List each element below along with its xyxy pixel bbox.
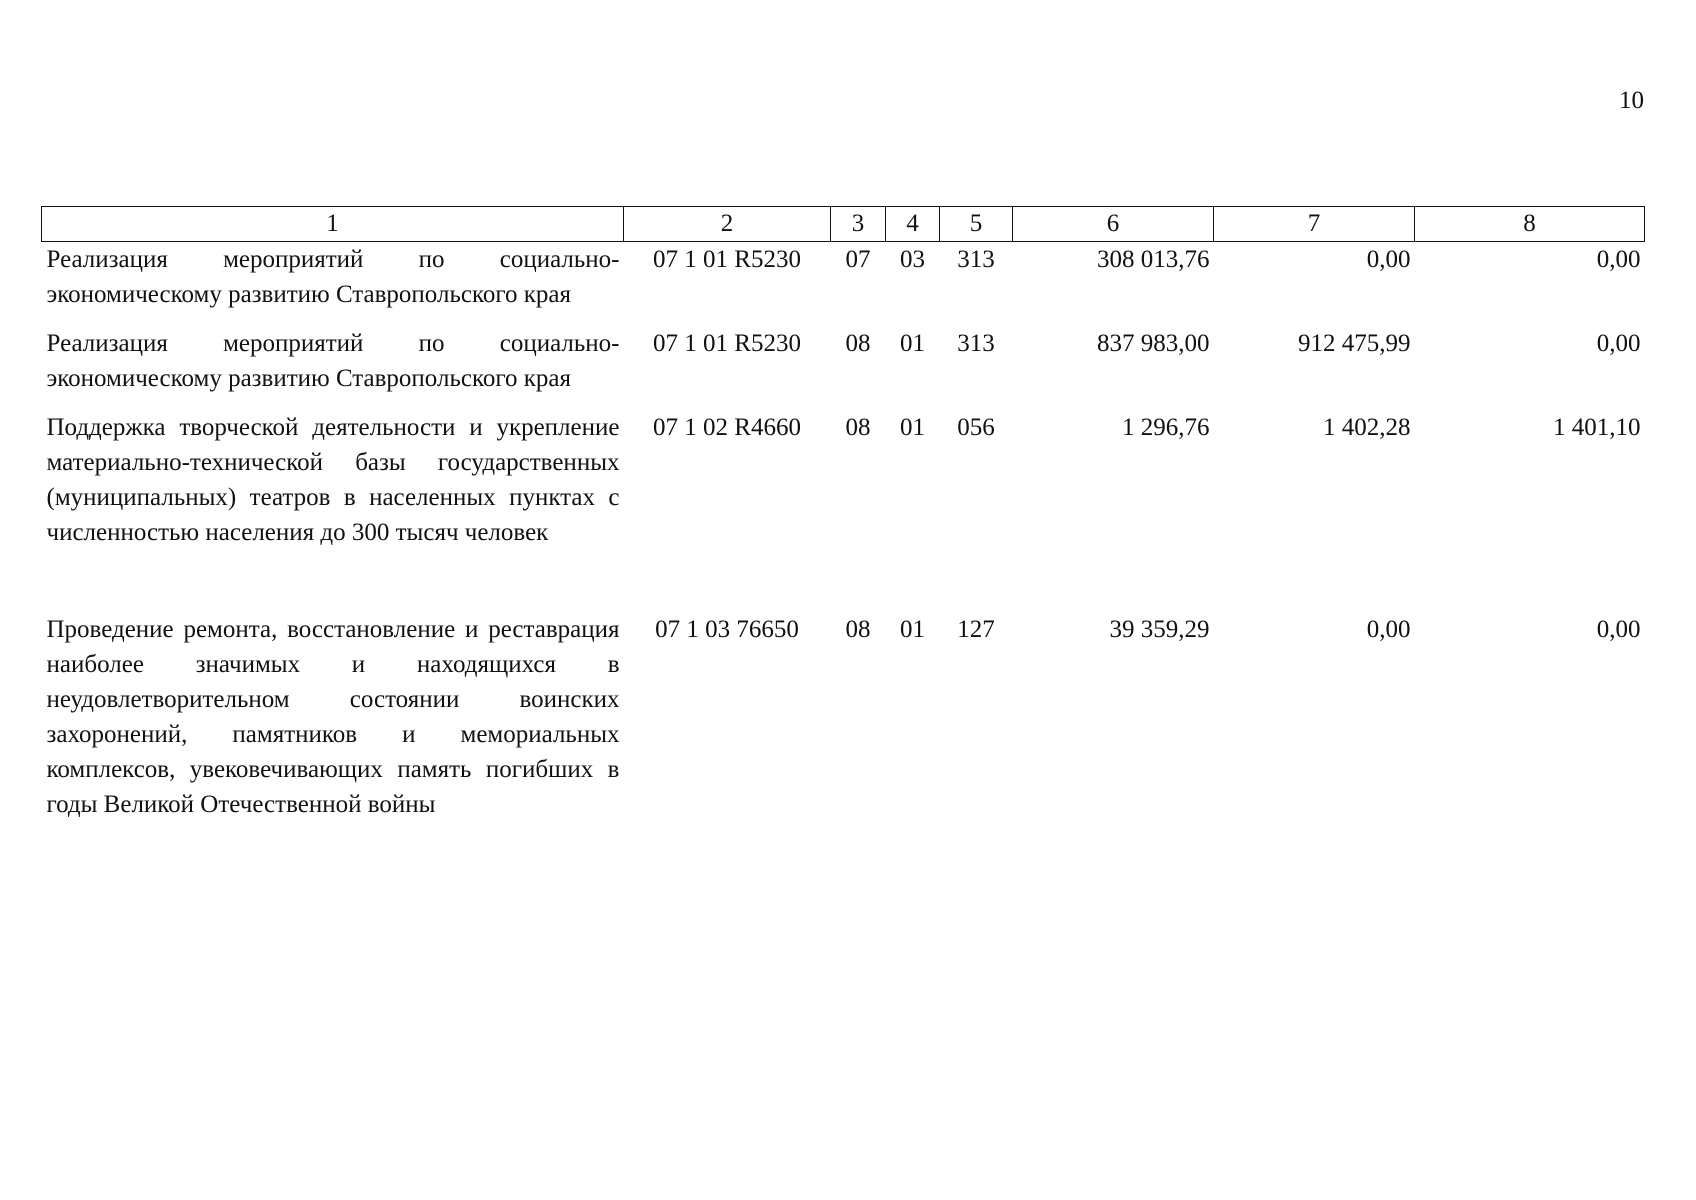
header-cell-1: 1 xyxy=(42,207,624,242)
row-section: 08 xyxy=(845,330,871,357)
row-section: 07 xyxy=(845,246,871,273)
row-amount-col7: 0,00 xyxy=(1366,246,1411,273)
header-cell-3: 3 xyxy=(831,207,886,242)
row-target-article: 07 1 02 R4660 xyxy=(653,414,801,441)
row-amount-col6: 837 983,00 xyxy=(1097,330,1210,357)
row-amount-col6: 39 359,29 xyxy=(1109,616,1210,643)
row-name: Реализация мероприятий по социально-экономическому развитию Ставропольского края xyxy=(46,246,620,308)
table-body xyxy=(42,242,1645,823)
page-number: 10 xyxy=(1619,87,1644,114)
header-cell-8: 8 xyxy=(1415,207,1645,242)
row-amount-col7: 0,00 xyxy=(1366,616,1411,643)
table-header xyxy=(42,207,1645,242)
row-subsection: 01 xyxy=(900,616,925,643)
header-cell-6: 6 xyxy=(1013,207,1214,242)
row-amount-col6: 1 296,76 xyxy=(1122,414,1210,441)
header-cell-4: 4 xyxy=(886,207,940,242)
row-amount-col7: 912 475,99 xyxy=(1298,330,1411,357)
row-amount-col8: 0,00 xyxy=(1596,616,1641,643)
header-cell-5: 5 xyxy=(940,207,1013,242)
row-expense-type: 313 xyxy=(957,330,995,357)
row-amount-col8: 0,00 xyxy=(1596,246,1641,273)
table-row xyxy=(42,326,1645,410)
row-name: Реализация мероприятий по социально-экономическому развитию Ставропольского края xyxy=(46,330,620,392)
row-target-article: 07 1 01 R5230 xyxy=(653,246,801,273)
row-amount-col6: 308 013,76 xyxy=(1097,246,1210,273)
row-section: 08 xyxy=(845,616,871,643)
table-row xyxy=(42,410,1645,612)
row-subsection: 01 xyxy=(900,414,925,441)
row-name: Поддержка творческой деятельности и укрепление материально-технической базы государственных (муниципальных) театров в населенных пунктах с численностью населения до 300 тысяч человек xyxy=(46,414,620,546)
budget-table xyxy=(41,206,1645,822)
table-row xyxy=(42,242,1645,327)
row-expense-type: 056 xyxy=(957,414,995,441)
row-target-article: 07 1 03 76650 xyxy=(655,616,799,643)
row-amount-col8: 1 401,10 xyxy=(1553,414,1641,441)
row-amount-col8: 0,00 xyxy=(1596,330,1641,357)
header-cell-2: 2 xyxy=(624,207,831,242)
header-cell-7: 7 xyxy=(1214,207,1415,242)
row-amount-col7: 1 402,28 xyxy=(1323,414,1411,441)
row-name: Проведение ремонта, восстановление и реставрация наиболее значимых и находящихся в неудовлетворительном состоянии воинских захоронений, памятников и мемориальных комплексов, увековечивающих память погибших в годы Великой Отечественной войны xyxy=(46,616,620,818)
row-target-article: 07 1 01 R5230 xyxy=(653,330,801,357)
row-section: 08 xyxy=(845,414,871,441)
row-expense-type: 127 xyxy=(957,616,995,643)
row-expense-type: 313 xyxy=(957,246,995,273)
header-row xyxy=(42,207,1645,242)
row-subsection: 01 xyxy=(900,330,925,357)
row-subsection: 03 xyxy=(900,246,925,273)
table-row xyxy=(42,612,1645,822)
